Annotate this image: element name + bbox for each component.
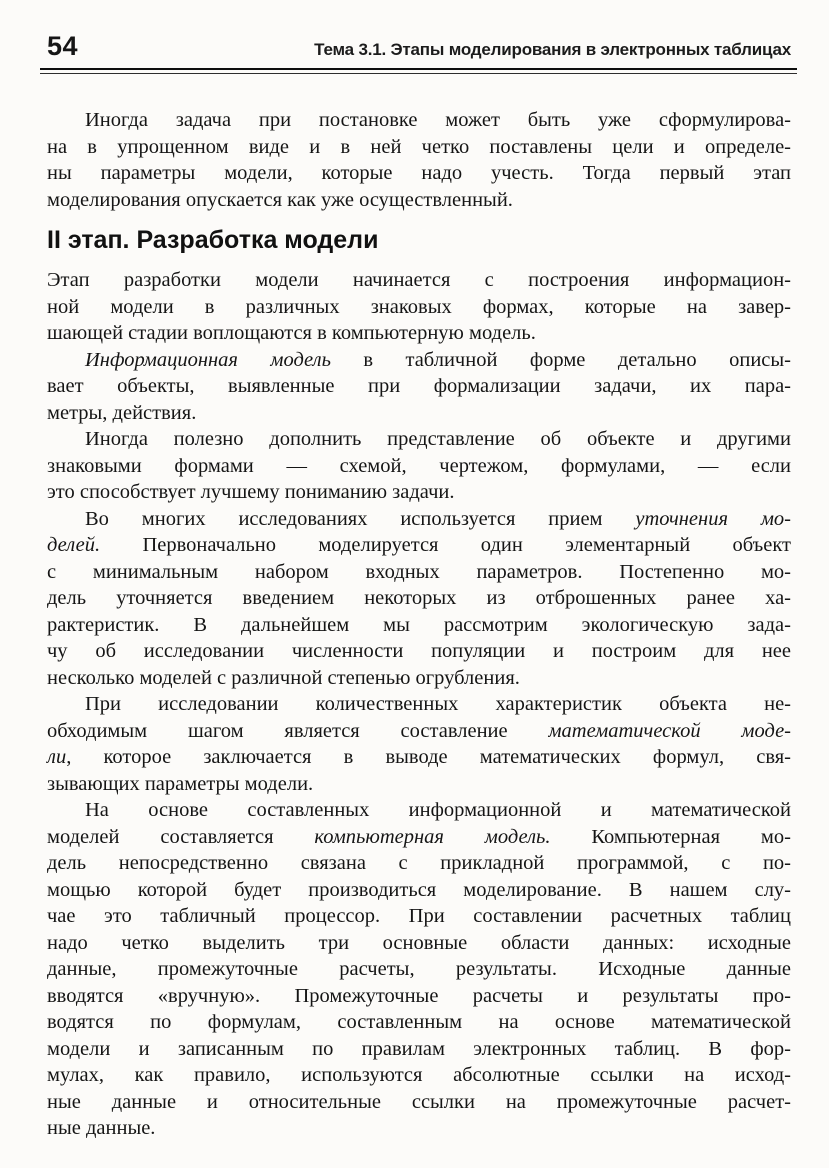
text-segment: знаковыми формами — схемой, чертежом, формулами, — если [47, 454, 791, 477]
text-line [47, 585, 791, 612]
italic-term: математической моде- [548, 719, 791, 742]
text-segment: модели и записанным по правилам электронных таблиц. В фор- [47, 1037, 791, 1060]
text-line [47, 744, 791, 771]
text-segment: Первоначально моделируется один элементарный объект [100, 534, 791, 556]
text-segment: на в упрощенном виде и в ней четко поставлены цели и определе- [47, 135, 791, 158]
text-segment: зывающих параметры модели. [47, 772, 314, 795]
text-line [47, 187, 791, 214]
text-line [47, 903, 791, 930]
text-segment: ны параметры модели, которые надо учесть. Тогда первый этап [47, 162, 791, 184]
text-line [47, 267, 791, 294]
text-segment: Иногда задача при постановке может быть уже сформулирова- [85, 109, 791, 131]
text-segment: чае это табличный процессор. При составлении расчетных таблиц [47, 905, 791, 927]
text-segment: На основе составленных информационной и математической [85, 799, 791, 821]
text-line [47, 320, 791, 347]
text-line [47, 1089, 791, 1116]
text-line [47, 559, 791, 586]
text-line [47, 1062, 791, 1089]
paragraph [47, 347, 791, 427]
text-segment: водятся по формулам, составленным на основе математической [47, 1011, 791, 1033]
text-segment: это способствует лучшему пониманию задачи. [47, 481, 455, 503]
paragraph [47, 107, 791, 213]
text-line [47, 1115, 791, 1142]
text-line [47, 930, 791, 957]
page-header [47, 32, 791, 61]
text-line [47, 426, 791, 453]
text-line [47, 612, 791, 639]
text-line [47, 479, 791, 506]
text-segment: мулах, как правило, используются абсолютные ссылки на исход- [47, 1064, 791, 1086]
text-line [47, 850, 791, 877]
text-line [47, 877, 791, 904]
running-header: Тема 3.1. Этапы моделирования в электронных таблицах [314, 40, 791, 59]
text-segment: мощью которой будет производиться моделирование. В нашем слу- [47, 878, 791, 901]
paragraph [47, 426, 791, 506]
text-line [47, 1009, 791, 1036]
text-line [47, 160, 791, 187]
text-segment: , которое заключается в выводе математических формул, свя- [66, 746, 791, 768]
text-segment: вает объекты, выявленные при формализации задачи, их пара- [47, 375, 791, 397]
italic-term: Информационная модель [85, 348, 331, 371]
italic-term: компьютерная модель. [314, 825, 551, 848]
paragraph [47, 797, 791, 1142]
text-line [47, 956, 791, 983]
page-body [47, 107, 791, 1142]
text-segment: метры, действия. [47, 401, 197, 424]
text-segment: Иногда полезно дополнить представление об объекте и другими [85, 428, 791, 450]
text-line [47, 771, 791, 798]
text-segment: данные, промежуточные расчеты, результаты. Исходные данные [47, 958, 791, 980]
text-segment: моделирования опускается как уже осуществленный. [47, 188, 513, 211]
text-segment: ной модели в различных знаковых формах, которые на завер- [47, 295, 791, 318]
text-segment: дель непосредственно связана с прикладной программой, с по- [47, 852, 791, 874]
text-line [47, 400, 791, 427]
text-segment: При исследовании количественных характеристик объекта не- [85, 693, 791, 715]
text-line [47, 506, 791, 533]
paragraph [47, 267, 791, 347]
text-line [47, 983, 791, 1010]
text-segment: моделей составляется [47, 825, 315, 848]
text-line [47, 134, 791, 161]
text-segment: Этап разработки модели начинается с построения информацион- [47, 269, 791, 291]
text-segment: вводятся «вручную». Промежуточные расчеты и результаты про- [47, 984, 791, 1007]
text-line [47, 638, 791, 665]
text-line [47, 107, 791, 134]
text-segment: рактеристик. В дальнейшем мы рассмотрим экологическую зада- [47, 613, 791, 636]
text-line [47, 824, 791, 851]
text-segment: дель уточняется введением некоторых из отброшенных ранее ха- [47, 587, 791, 609]
header-rule [40, 68, 797, 74]
text-segment: надо четко выделить три основные области данных: исходные [47, 931, 791, 954]
text-segment: в табличной форме детально описы- [330, 348, 791, 371]
text-segment: Компьютерная мо- [550, 825, 791, 848]
text-segment: Во многих исследованиях используется прием [85, 507, 636, 530]
text-line [47, 665, 791, 692]
text-line [47, 797, 791, 824]
text-segment: шающей стадии воплощаются в компьютерную модель. [47, 322, 536, 344]
text-line [47, 347, 791, 374]
italic-term: ли [47, 746, 67, 768]
text-segment: обходимым шагом является составление [47, 719, 549, 742]
text-segment: чу об исследовании численности популяции и построим для нее [47, 640, 791, 662]
text-segment: ные данные. [47, 1117, 156, 1139]
text-line [47, 532, 791, 559]
text-line [47, 691, 791, 718]
text-line [47, 718, 791, 745]
paragraph [47, 506, 791, 692]
text-segment: ные данные и относительные ссылки на промежуточные расчет- [47, 1090, 791, 1113]
text-line [47, 294, 791, 321]
italic-term: уточнения мо- [635, 507, 791, 530]
text-line [47, 1036, 791, 1063]
text-segment: несколько моделей с различной степенью огрубления. [47, 666, 520, 689]
text-line [47, 373, 791, 400]
paragraph [47, 691, 791, 797]
italic-term: делей. [47, 534, 101, 556]
section-heading: II этап. Разработка модели [47, 226, 379, 254]
text-line [47, 453, 791, 480]
page-number: 54 [47, 31, 79, 61]
text-segment: с минимальным набором входных параметров. Постепенно мо- [47, 560, 791, 583]
